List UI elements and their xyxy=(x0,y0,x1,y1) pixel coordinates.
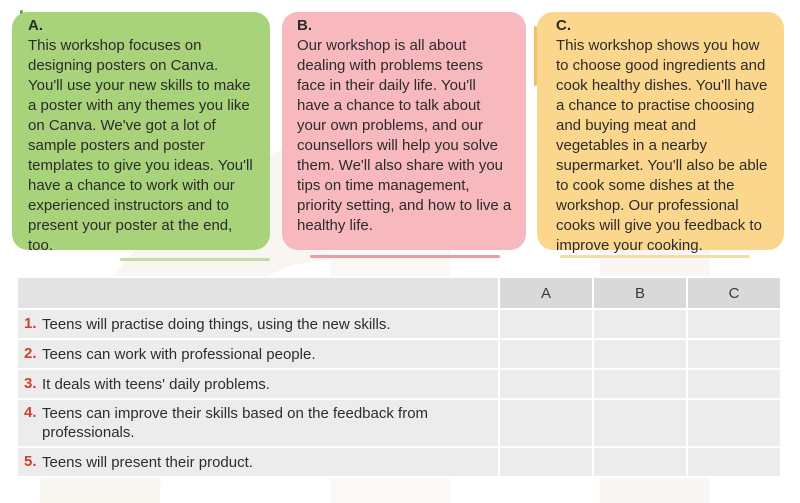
column-header-c: C xyxy=(687,277,781,309)
card-letter: B. xyxy=(297,17,312,34)
table-row xyxy=(17,309,781,339)
answer-cell-c[interactable] xyxy=(687,399,781,447)
table-header-row xyxy=(17,277,781,309)
answer-cell-c[interactable] xyxy=(687,369,781,399)
card-text: Our workshop is all about dealing with problems teens face in their daily life. You'll have a chance to talk about your own problems, and our counsellors will help you solve them. We'll also share with you tips on time management, priority setting, and how to live a healthy life. xyxy=(297,37,512,234)
statement-number: 3. xyxy=(24,374,37,392)
statement-number: 1. xyxy=(24,314,37,332)
statement-text: Teens will practise doing things, using the new skills. xyxy=(42,315,391,333)
matching-table xyxy=(16,276,782,478)
statement-text: Teens can work with professional people. xyxy=(42,345,316,363)
statement-text: Teens will present their product. xyxy=(42,453,253,471)
answer-cell-a[interactable] xyxy=(499,399,593,447)
statement-number: 5. xyxy=(24,452,37,470)
answer-cell-b[interactable] xyxy=(593,339,687,369)
column-header-b: B xyxy=(593,277,687,309)
answer-cell-b[interactable] xyxy=(593,309,687,339)
workshop-card-b xyxy=(282,12,526,250)
table-row xyxy=(17,399,781,447)
answer-cell-c[interactable] xyxy=(687,309,781,339)
answer-cell-a[interactable] xyxy=(499,339,593,369)
answer-cell-b[interactable] xyxy=(593,369,687,399)
table-row xyxy=(17,369,781,399)
statement-cell xyxy=(17,399,499,447)
card-text: This workshop focuses on designing posters on Canva. You'll use your new skills to make a poster with any themes you like on Canva. We've got a lot of sample posters and poster templates to give you ideas. You'll have a chance to work with our experienced instructors and to present your poster at the end, too. xyxy=(28,37,253,254)
statement-cell xyxy=(17,369,499,399)
statement-cell xyxy=(17,447,499,477)
card-text: This workshop shows you how to choose good ingredients and cook healthy dishes. You'll have a chance to practise choosing and buying meat and vegetables in a nearby supermarket. You'll also be able to cook some dishes at the workshop. Our professional cooks will give you feedback to improve your cooking. xyxy=(556,37,768,254)
answer-cell-c[interactable] xyxy=(687,447,781,477)
answer-cell-b[interactable] xyxy=(593,447,687,477)
answer-cell-c[interactable] xyxy=(687,339,781,369)
decor-stroke xyxy=(120,258,270,261)
statement-number: 4. xyxy=(24,404,37,421)
statement-cell xyxy=(17,309,499,339)
decor-stroke xyxy=(310,255,500,258)
table-row xyxy=(17,339,781,369)
card-letter: C. xyxy=(556,17,571,34)
answer-cell-b[interactable] xyxy=(593,399,687,447)
answer-cell-a[interactable] xyxy=(499,309,593,339)
statement-cell xyxy=(17,339,499,369)
header-blank-cell xyxy=(17,277,499,309)
card-letter: A. xyxy=(28,17,43,34)
table-row xyxy=(17,447,781,477)
statement-text: Teens can improve their skills based on the feedback from professionals. xyxy=(42,405,429,441)
answer-cell-a[interactable] xyxy=(499,369,593,399)
workshop-card-a xyxy=(12,12,270,254)
statement-number: 2. xyxy=(24,344,37,362)
answer-cell-a[interactable] xyxy=(499,447,593,477)
statement-text: It deals with teens' daily problems. xyxy=(42,375,270,393)
workshop-card-c xyxy=(537,12,784,254)
column-header-a: A xyxy=(499,277,593,309)
